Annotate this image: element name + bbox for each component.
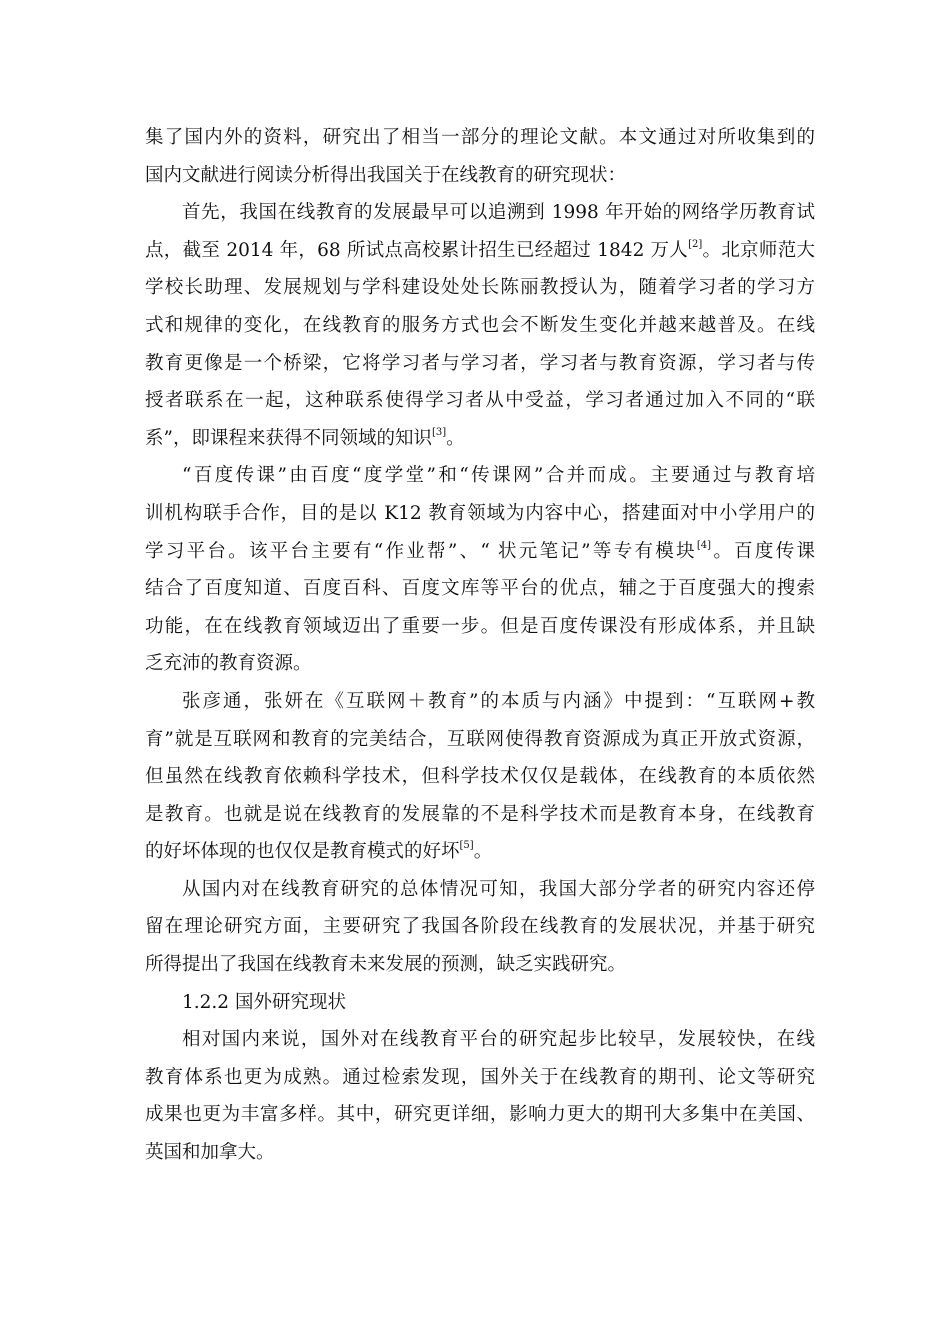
text-line: 相对国内来说，国外对在线教育平台的研究起步比较早，发展较快，在线	[182, 1029, 815, 1051]
text-line: 但虽然在线教育依赖科学技术，但科学技术仅仅是载体，在线教育的本质依然	[145, 766, 815, 788]
text-line: 首先，我国在线教育的发展最早可以追溯到 1998 年开始的网络学历教育试	[182, 202, 815, 224]
text-line	[145, 420, 815, 458]
text-line: 留在理论研究方面，主要研究了我国各阶段在线教育的发展状况，并基于研究	[145, 916, 815, 938]
section-heading: 1.2.2 国外研究现状	[182, 991, 346, 1013]
text-span: 学习平台。该平台主要有“作业帮”、“ 状元笔记”等专有模块	[145, 540, 697, 562]
citation-ref: [2]	[688, 238, 703, 250]
text-span: 。百度传课	[711, 540, 815, 562]
text-line: 式和规律的变化，在线教育的服务方式也会不断发生变化并越来越普及。在线	[145, 314, 815, 336]
paragraph-history	[145, 194, 815, 457]
paragraph-zhang	[145, 683, 815, 871]
text-span: 点，截至 2014 年，68 所试点高校累计招生已经超过 1842 万人	[145, 239, 689, 261]
text-line: 所得提出了我国在线教育未来发展的预测，缺乏实践研究。	[145, 954, 627, 976]
text-line: 国内文献进行阅读分析得出我国关于在线教育的研究现状：	[145, 164, 627, 186]
text-span: 。	[446, 427, 465, 449]
text-line: 教育体系也更为成熟。通过检索发现，国外关于在线教育的期刊、论文等研究	[145, 1066, 815, 1088]
text-line: 结合了百度知道、百度百科、百度文库等平台的优点，辅之于百度强大的搜索	[145, 578, 815, 600]
paragraph-baidu	[145, 457, 815, 683]
text-line: 教育更像是一个桥梁，它将学习者与学习者，学习者与教育资源，学习者与传	[145, 352, 815, 374]
paragraph-intro	[145, 119, 815, 194]
text-line: 训机构联手合作，目的是以 K12 教育领域为内容中心，搭建面对中小学用户的	[145, 502, 815, 524]
text-span: 。	[473, 841, 493, 863]
text-line: 是教育。也就是说在线教育的发展靠的不是科学技术而是教育本身，在线教育	[145, 803, 815, 825]
text-line	[145, 232, 815, 270]
text-span: 的好坏体现的也仅仅是教育模式的好坏	[145, 841, 460, 863]
text-line: 张彦通，张妍在《互联网＋教育”的本质与内涵》中提到：“互联网+教	[182, 690, 815, 712]
text-line: 学校长助理、发展规划与学科建设处处长陈丽教授认为，随着学习者的学习方	[145, 277, 815, 299]
paragraph-foreign	[145, 1021, 815, 1171]
citation-ref: [4]	[696, 539, 712, 551]
text-line	[145, 833, 815, 871]
text-line: 乏充沛的教育资源。	[145, 653, 312, 675]
citation-ref: [5]	[459, 840, 474, 852]
text-line: “百度传课”由百度“度学堂”和“传课网”合并而成。主要通过与教育培	[182, 465, 815, 487]
text-line: 集了国内外的资料，研究出了相当一部分的理论文献。本文通过对所收集到的	[145, 127, 815, 148]
body-text	[145, 119, 815, 1172]
text-line: 育”就是互联网和教育的完美结合，互联网使得教育资源成为真正开放式资源，	[145, 728, 815, 750]
text-line: 授者联系在一起，这种联系使得学习者从中受益，学习者通过加入不同的“联	[145, 390, 815, 412]
text-line	[145, 533, 815, 571]
citation-ref: [3]	[431, 426, 447, 438]
text-line: 成果也更为丰富多样。其中，研究更详细，影响力更大的期刊大多集中在美国、	[145, 1104, 815, 1126]
text-line: 英国和加拿大。	[145, 1142, 275, 1164]
text-span: 系”，即课程来获得不同领域的知识	[145, 427, 432, 449]
text-span: 。北京师范大	[702, 239, 815, 261]
text-line: 从国内对在线教育研究的总体情况可知，我国大部分学者的研究内容还停	[182, 878, 815, 900]
text-line: 功能，在在线教育领域迈出了重要一步。但是百度传课没有形成体系，并且缺	[145, 615, 815, 637]
paragraph-summary	[145, 871, 815, 984]
